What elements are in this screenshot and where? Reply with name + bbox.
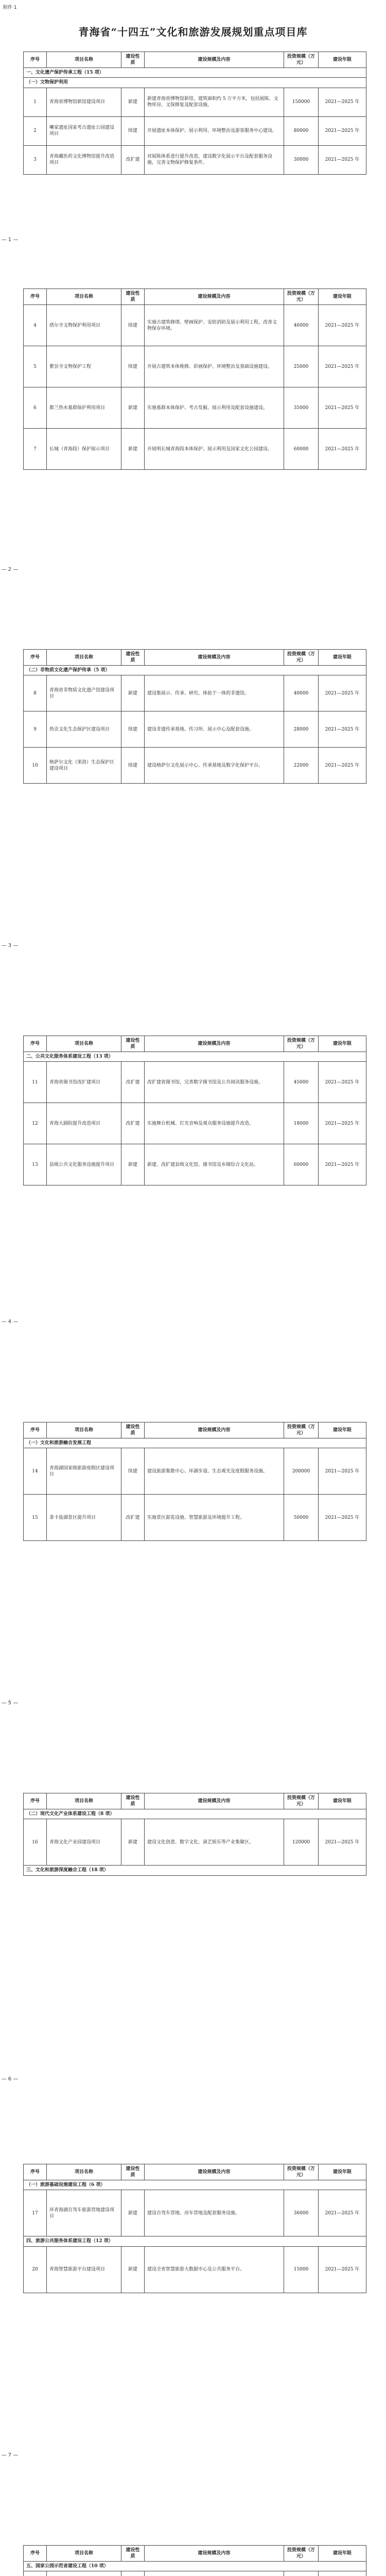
project-table [23, 2545, 366, 2576]
table-header-row [24, 52, 366, 68]
table-header-row: 序号 项目名称 建设性质 建设规模及内容 投资规模（万元） 建设年限 [24, 650, 366, 666]
table-row: 4 塔尔寺文物保护利用项目 续建 实施古建筑修缮、壁画保护、安防消防及展示利用工程，改善文物保存环境。 46000 2021—2025 年 [24, 305, 366, 346]
section-row: 四、旅游公共服务体系建设工程（12 项） [24, 2236, 366, 2246]
table-row: 8 青海省非物质文化遗产馆建设项目 新建 建设集展示、传承、研究、体验于一体的非遗馆。 40000 2021—2025 年 [24, 675, 366, 711]
table-row: 20 青海智慧旅游平台建设项目 新建 建设全省智慧旅游大数据中心及公共服务平台。 15000 2021—2025 年 [24, 2246, 366, 2293]
section-row: （二）非物质文化遗产保护传承（5 项） [24, 666, 366, 675]
header-no: 序号 [24, 52, 47, 68]
table-row: 2 喇家遗址国家考古遗址公园建设项目 续建 开展遗址本体保护、展示利用、环境整治及游客服务中心建设。 80000 2021—2025 年 [24, 116, 366, 145]
table-header-row: 序号 项目名称 建设性质 建设规模及内容 投资规模（万元） 建设年限 [24, 289, 366, 305]
page-marker: — 6 — [1, 2076, 19, 2082]
table-row: 14 青海湖国家级旅游度假区建设项目 续建 建设旅游集散中心、环湖步道、生态观光及度假服务设施。 200000 2021—2025 年 [24, 1448, 366, 1495]
table-row: 7 长城（青海段）保护展示项目 新建 开展明长城青海段本体保护、展示利用及国家文化公园建设。 60000 2021—2025 年 [24, 429, 366, 470]
header-content: 建设规模及内容 [145, 52, 284, 68]
project-table [23, 1793, 366, 1876]
section-row: 一、文化遗产保护传承工程（15 项） [24, 68, 366, 78]
page-title: 青海省“十四五”文化和旅游发展规划重点项目库 [78, 26, 308, 38]
section-row: （一）旅游基础设施建设工程（6 项） [24, 2180, 366, 2190]
project-table [23, 649, 366, 784]
section-row: （一）文物保护利用 [24, 78, 366, 88]
table-row: 12 青海大剧院提升改造项目 改扩建 实施舞台机械、灯光音响及观众服务设施提升改造。 18000 2021—2025 年 [24, 1103, 366, 1144]
table-row: 16 青海文化产业园建设项目 新建 建设文化创意、数字文化、演艺娱乐等产业集聚区。 120000 2021—2025 年 [24, 1819, 366, 1866]
page-marker: — 3 — [1, 943, 19, 948]
project-table [23, 1036, 366, 1185]
table-header-row: 序号 项目名称 建设性质 建设规模及内容 投资规模（万元） 建设年限 [24, 1793, 366, 1809]
section-row: 二、公共文化服务体系建设工程（13 项） [24, 1052, 366, 1062]
table-row: 11 青海省图书馆改扩建项目 改扩建 改扩建省图书馆，完善数字图书馆及公共阅读服务设施。 45000 2021—2025 年 [24, 1062, 366, 1103]
section-row: 三、文化和旅游深度融合工程（18 项） [24, 1866, 366, 1875]
table-row: 5 瞿昙寺文物保护工程 续建 开展古建筑本体维修、彩画保护、环境整治及基础设施建设。 25000 2021—2025 年 [24, 346, 366, 387]
table-header-row: 序号 项目名称 建设性质 建设规模及内容 投资规模（万元） 建设年限 [24, 1036, 366, 1052]
table-header-row: 序号 项目名称 建设性质 建设规模及内容 投资规模（万元） 建设年限 [24, 2546, 366, 2562]
table-header-row: 序号 项目名称 建设性质 建设规模及内容 投资规模（万元） 建设年限 [24, 2164, 366, 2180]
section-row: （二）现代文化产业体系建设工程（8 项） [24, 1809, 366, 1819]
table-row: 17 环青海湖自驾车旅游营地建设项目 新建 建设自驾车营地、房车营地及配套服务设施。 36000 2021—2025 年 [24, 2190, 366, 2236]
table-row: 3 青海藏医药文化博物馆提升改造项目 改扩建 对展陈体系进行提升改造，建设数字化展示平台及配套服务设施，完善文物保护修复条件。 30000 2021—2025 年 [24, 145, 366, 174]
header-type: 建设性质 [121, 52, 145, 68]
attachment-label: 附件 1 [3, 5, 17, 10]
table-row: 15 茶卡盐湖景区提升项目 改扩建 实施景区游览设施、智慧旅游及环境提升工程。 50000 2021—2025 年 [24, 1495, 366, 1541]
header-invest: 投资规模（万元） [284, 52, 319, 68]
page-marker: — 7 — [1, 2452, 19, 2458]
project-table [23, 289, 366, 470]
page-marker: — 5 — [1, 1700, 19, 1706]
table-row: 13 县级公共文化服务设施提升项目 新建 新建、改扩建县级文化馆、图书馆及乡镇综合文化站。 60000 2021—2025 年 [24, 1144, 366, 1185]
header-period: 建设年限 [319, 52, 366, 68]
header-name: 项目名称 [47, 52, 121, 68]
table-row [24, 2571, 366, 2576]
table-row: 6 都兰热水墓群保护利用项目 新建 实施墓群本体保护、考古发掘、展示利用及配套设施建设。 35000 2021—2025 年 [24, 387, 366, 429]
page-marker: — 2 — [1, 567, 19, 572]
page-marker: — 4 — [1, 1319, 19, 1325]
table-row: 10 格萨尔文化（果洛）生态保护区建设项目 续建 建设格萨尔文化展示中心、传承基地及数字化保护平台。 22000 2021—2025 年 [24, 748, 366, 784]
project-table [23, 1422, 366, 1541]
section-row: （一）文化和旅游融合发展工程 [24, 1438, 366, 1448]
project-table [23, 2164, 366, 2293]
table-row: 1 青海省博物馆新馆建设项目 新建 新建青海省博物馆新馆，建筑面积约 5 万平方米，包括展陈、文物库房、文保修复及配套设施。 150000 2021—2025 年 [24, 88, 366, 116]
page-marker: — 1 — [1, 237, 19, 243]
project-table [23, 52, 366, 175]
table-row: 9 热贡文化生态保护区建设项目 续建 建设非遗传承基地、传习所、展示中心及配套设施。 28000 2021—2025 年 [24, 711, 366, 748]
section-row: 五、国家公园示范省建设工程（10 项） [24, 2562, 366, 2571]
table-header-row: 序号 项目名称 建设性质 建设规模及内容 投资规模（万元） 建设年限 [24, 1422, 366, 1438]
